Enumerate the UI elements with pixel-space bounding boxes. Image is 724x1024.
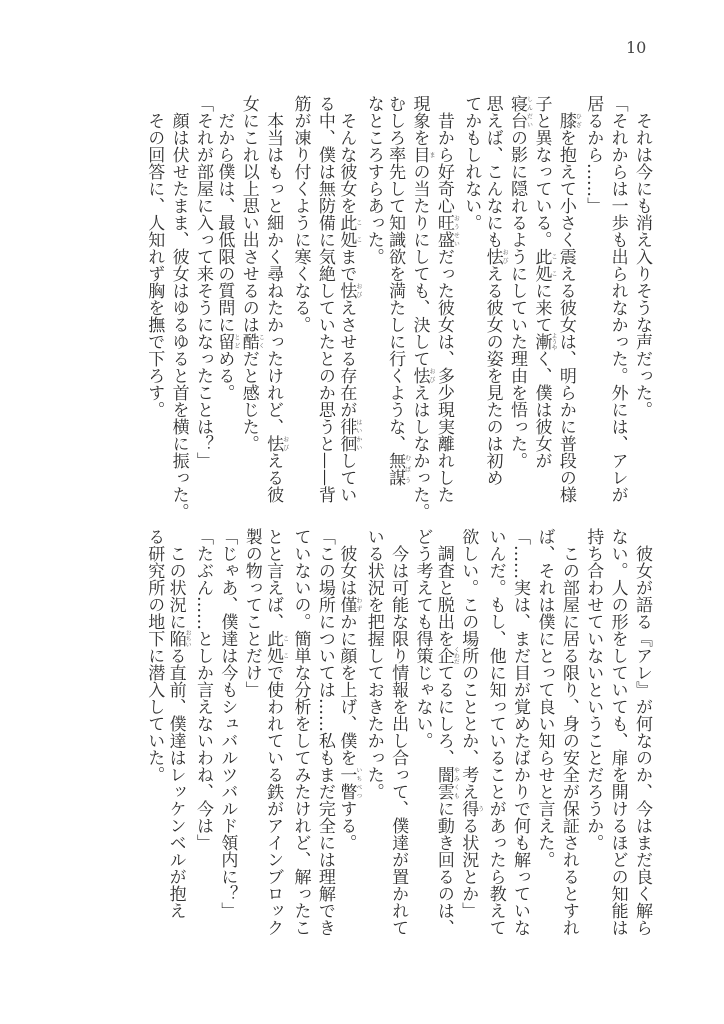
ruby-word [433, 646, 460, 665]
ruby-reading: ま [427, 146, 435, 163]
text-run: 「それが部屋に入って来そうになったことは？」 [192, 95, 213, 469]
ruby-word [263, 630, 289, 664]
text-column [556, 95, 580, 507]
ruby-base: 漸 [531, 332, 552, 351]
text-run: なところすらあった。 [363, 95, 384, 265]
text-run: に来て [531, 282, 552, 333]
ruby-reading: おび [281, 435, 289, 452]
ruby-word [409, 367, 435, 384]
text-column [556, 528, 580, 940]
ruby-reading: しんだい [525, 95, 533, 129]
ruby-word [555, 112, 582, 129]
text-run: 現象を [409, 95, 430, 146]
text-run: える彼女の姿を見たのは初め [482, 265, 503, 486]
text-run: 本当はもっと細かく尋ねたかったけれど、 [263, 95, 284, 435]
ruby-word [433, 766, 460, 800]
text-run: えはしなかった。 [409, 384, 430, 520]
text-block-bottom [130, 528, 654, 940]
text-run: る中、僕は無防備に気絶していたとのか思うと——背 [314, 95, 335, 503]
ruby-base: 膝 [555, 112, 576, 129]
ruby-base: 目 [409, 146, 430, 163]
ruby-reading: ここ [281, 630, 289, 664]
ruby-word [336, 418, 362, 452]
text-column [142, 95, 166, 507]
text-run: てるにしろ、 [433, 664, 454, 766]
ruby-base: 留 [214, 333, 235, 350]
ruby-base: 得 [458, 800, 479, 817]
text-run: えさせる存在が [336, 299, 357, 418]
text-run: する。 [336, 800, 357, 851]
text-run: いる状況を把握しておきたかった。 [363, 528, 384, 800]
ruby-word [385, 452, 411, 486]
text-run: 「この場所については……私もまだ完全には理解でき [314, 528, 335, 936]
text-column [434, 95, 458, 507]
text-column [264, 528, 288, 940]
text-run: を抱えて小さく震える彼女は、明らかに普段の様 [555, 129, 576, 503]
ruby-base: 怯 [336, 282, 357, 299]
text-run: いんだ。もし、他に知っていることがあったら教えて [485, 528, 506, 936]
page-number: 10 [626, 38, 647, 57]
ruby-word [214, 333, 240, 350]
text-run: で使われている鉄がアインブロック [263, 664, 284, 936]
text-run: 製の物ってことだけ」 [241, 528, 262, 698]
text-run: とと言えば、 [263, 528, 284, 630]
ruby-word [165, 629, 192, 648]
ruby-reading: いちべつ [354, 766, 362, 800]
text-run: ていないの。簡単な分析をしてみたけれど、解ったこ [290, 528, 311, 936]
text-run: どう考えても得策じゃない。 [412, 528, 433, 749]
ruby-reading: こく [257, 333, 265, 350]
ruby-word [336, 282, 362, 299]
text-run: の影に隠れるようにしていた理由を悟った。 [507, 129, 528, 469]
text-run: る研究所の地下に潜入していた。 [144, 528, 165, 783]
text-column [166, 95, 190, 520]
ruby-word [336, 214, 362, 248]
text-column [581, 528, 605, 940]
text-run: 彼女は [336, 528, 357, 596]
text-run: る直前、僕達はレッケンベルが抱え [165, 647, 186, 919]
ruby-base: 寝台 [507, 95, 528, 129]
ruby-reading: う [476, 800, 484, 817]
text-run: 持ち合わせていないということだろうか。 [583, 528, 604, 851]
text-column [264, 95, 288, 507]
ruby-word [238, 333, 265, 350]
text-run: この部屋に居る限り、身の安全が保証されるとすれ [558, 528, 579, 936]
ruby-reading: ここ [549, 248, 557, 282]
text-run: える彼 [263, 452, 284, 503]
text-run: る状況とか」 [458, 817, 479, 919]
text-run: 子と異なっている。 [531, 95, 552, 248]
ruby-reading: ここ [354, 214, 362, 248]
text-run: この状況に [165, 528, 186, 630]
text-run [556, 95, 576, 112]
ruby-base: 陥 [165, 629, 186, 648]
text-run: める。 [214, 350, 235, 401]
text-run: そんな彼女を [336, 95, 357, 214]
ruby-reading: ひざ [574, 112, 582, 129]
ruby-base: 此処 [336, 214, 357, 248]
text-run: 女にこれ以上思い出させるのは [238, 95, 259, 333]
text-run: 「それからは一歩も出られなかった。外には、アレが [607, 95, 628, 503]
text-column [605, 95, 629, 507]
text-run: 昔から好奇心 [433, 95, 454, 214]
text-run: まで [336, 248, 357, 282]
text-run: てかもしれない。 [461, 95, 482, 231]
ruby-reading: はいかい [354, 418, 362, 452]
text-run: だと感じた。 [238, 350, 259, 452]
ruby-word [507, 95, 533, 129]
text-column [581, 95, 605, 507]
text-run: 今は可能な限り情報を出し合って、僕達が置かれて [388, 528, 409, 936]
text-column [386, 528, 410, 940]
ruby-word [458, 800, 484, 817]
text-column [288, 528, 312, 940]
text-column [215, 528, 239, 940]
text-column [508, 528, 532, 940]
ruby-base: 怯 [263, 435, 284, 452]
ruby-word [433, 214, 460, 248]
ruby-base: 一瞥 [336, 766, 357, 800]
text-column [483, 528, 507, 940]
text-column [337, 528, 361, 940]
ruby-reading: やみくも [452, 766, 460, 800]
text-run: むしろ率先して知識欲を満たしに行くような、 [385, 95, 406, 452]
ruby-base: 此処 [531, 248, 552, 282]
text-run: だった彼女は、多少現実離れした [433, 248, 454, 503]
ruby-base: 此処 [263, 630, 284, 664]
ruby-base: 怯 [482, 248, 503, 265]
ruby-word [531, 332, 557, 351]
ruby-base: 旺盛 [433, 214, 454, 248]
ruby-word [336, 766, 362, 800]
ruby-base: 闇雲 [433, 766, 454, 800]
text-block-top [130, 95, 654, 520]
text-column [288, 95, 312, 507]
text-run: 思えば、こんなにも [482, 95, 503, 248]
ruby-reading: おうせい [452, 214, 460, 248]
ruby-reading: むぼう [403, 452, 411, 486]
text-column [483, 95, 507, 507]
text-run: その回答に、人知れず胸を撫で下ろす。 [144, 95, 165, 418]
ruby-reading: おちい [184, 629, 192, 648]
text-column [532, 528, 556, 940]
ruby-reading: くわだ [452, 646, 460, 665]
ruby-base: 無謀 [385, 452, 406, 486]
ruby-reading: わず [354, 596, 362, 613]
ruby-reading: とど [232, 333, 240, 350]
text-run: かに顔を上げ、僕を [336, 613, 357, 766]
ruby-word [531, 248, 557, 282]
text-column [605, 528, 629, 940]
text-run: 「たぶん……としか言えないわね、今は」 [192, 528, 213, 851]
text-run: 「……実は、まだ目が覚めたばかりで何も解っていな [510, 528, 531, 936]
text-column [337, 95, 361, 507]
text-run: 筋が凍り付くように寒くなる。 [290, 95, 311, 333]
text-run: それは今にも消え入りそうな声だった。 [632, 95, 652, 418]
ruby-reading: おび [354, 282, 362, 299]
text-run: の当たりにしても、決して [409, 163, 430, 367]
text-column [191, 528, 215, 940]
ruby-word [263, 435, 289, 452]
ruby-base: 企 [433, 646, 454, 665]
text-run: 欲しい。この場所のこととか、考え [458, 528, 479, 800]
ruby-word [336, 596, 362, 613]
text-run: してい [336, 452, 357, 503]
text-column [361, 528, 385, 940]
ruby-word [409, 146, 435, 163]
text-run: 調査と脱出を [433, 528, 454, 647]
ruby-base: 怯 [409, 367, 430, 384]
text-run: 顔は伏せたまま、彼女はゆるゆると首を横に振った。 [168, 95, 189, 520]
text-run: 「じゃあ、僕達は今もシュバルツバルド領内に？」 [217, 528, 238, 919]
ruby-word [482, 248, 509, 265]
ruby-base: 酷 [238, 333, 259, 350]
text-run: ない。人の形をしていても、扉を開けるほどの知能は [607, 528, 628, 936]
ruby-base: 僅 [336, 596, 357, 613]
ruby-reading: おび [501, 248, 509, 265]
text-column [166, 528, 190, 940]
text-run: だから僕は、最低限の質問に [214, 95, 235, 333]
ruby-reading: おび [427, 367, 435, 384]
text-run: ば、それは僕にとって良い知らせと言えた。 [534, 528, 555, 868]
text-column [630, 95, 654, 507]
text-run: く、僕は彼女が [531, 350, 552, 469]
text-column [459, 528, 483, 940]
text-run: に動き回るのは、 [433, 800, 454, 936]
text-run: 彼女が語る『アレ』が何なのか、今はまだ良く解ら [632, 528, 652, 936]
ruby-reading: ようや [549, 332, 557, 351]
text-column [630, 528, 654, 940]
ruby-base: 徘徊 [336, 418, 357, 452]
text-run: 居るから……」 [583, 95, 604, 214]
